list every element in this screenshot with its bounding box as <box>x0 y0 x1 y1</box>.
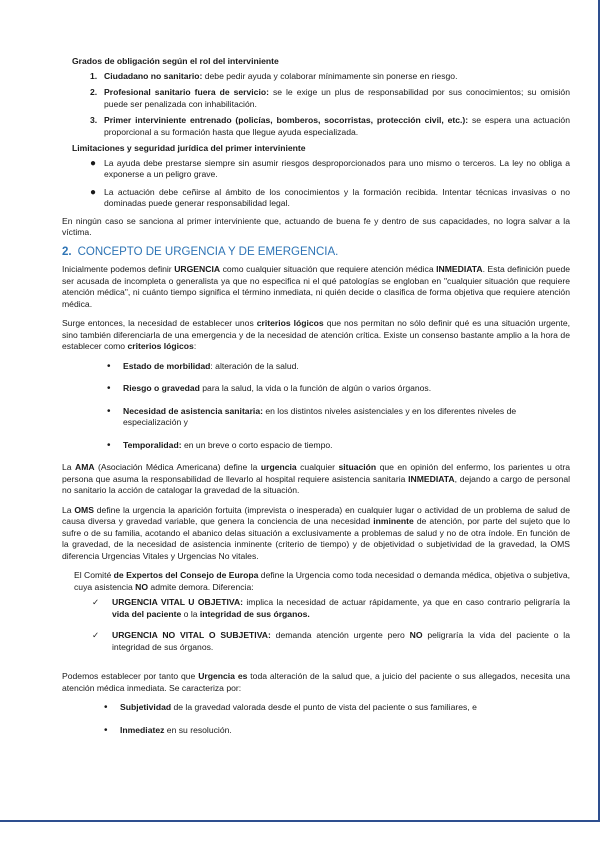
list-item: 2. Profesional sanitario fuera de servicio: se le exige un plus de responsabilidad por sus conocimientos; su omisión puede ser penalizada con inhabilitación. <box>90 87 570 109</box>
bullet-icon: • <box>107 360 111 372</box>
bullet-icon: • <box>107 383 111 394</box>
list-item: • Inmediatez en su resolución. <box>104 724 232 736</box>
checkmark-icon: ✓ <box>92 630 100 640</box>
limits-heading: Limitaciones y seguridad jurídica del primer interviniente <box>72 143 306 153</box>
paragraph-oms: La OMS define la urgencia la aparición fortuita (imprevista o inesperada) en cualquier lugar o actividad de un problema de salud de causa diversa y gravedad variable, que genera la conciencia de una necesidad inminente de atención, por parte del sujeto que lo sufre o de su familia, acotando el abanico delas situación a exclusivamente a problemas de salud y no de otra índole. En función de la gravedad, de la necesidad de asistencia inminente (criterio de tiempo) y de objetividad o subjetividad de la gravedad, la OMS diferencia Urgencias Vitales y Urgencias No vitales. <box>62 504 570 561</box>
bullet-icon: • <box>104 702 108 713</box>
obligation-list <box>62 71 570 139</box>
checkmark-icon: ✓ <box>92 597 100 607</box>
criteria-list <box>62 361 570 452</box>
list-item: • Estado de morbilidad: alteración de la salud. <box>107 360 299 372</box>
paragraph-ama: La AMA (Asociación Médica Americana) define la urgencia cualquier situación que en opinión del enfermo, los parientes u otra persona que asuma la responsabilidad de llevarlo al hospital requiere asistencia sanitaria INMEDIATA, dejando a cargo de personal no sanitario la acción de catalogar la gravedad de la situación. <box>62 462 571 495</box>
list-item: 1. Ciudadano no sanitario: debe pedir ayuda y colaborar mínimamente sin ponerse en riesgo. <box>90 70 458 81</box>
features-list <box>62 702 570 736</box>
list-item: • Subjetividad de la gravedad valorada desde el punto de vista del paciente o sus familiares, e <box>104 702 477 713</box>
document-body <box>62 56 570 747</box>
bullet-icon: • <box>107 405 111 417</box>
list-item: • Temporalidad: en un breve o corto espacio de tiempo. <box>107 439 333 451</box>
limits-note: En ningún caso se sanciona al primer interviniente que, actuando de buena fe y dentro de sus capacidades, no logra salvar a la víctima. <box>62 215 570 237</box>
bullet-icon: • <box>107 439 111 451</box>
paragraph-criteria-intro: Surge entonces, la necesidad de establecer unos criterios lógicos que nos permitan no sólo definir qué es una situación urgente, sino también diferenciarla de una emergencia y de la necesidad de atención crítica. Existe un consenso bastante amplio a la hora de establecer como criterios lógicos: <box>62 318 571 351</box>
paragraph-urgencia-definition: Inicialmente podemos definir URGENCIA como cualquier situación que requiere atención médica INMEDIATA. Esta definición puede ser acusada de incompleta o generalista ya que no especifica ni el qué patologías se engloban en "cualquier situación que requiere atención médica", ni cuánto tiempo significa el término inmediata, ni quién decide o clasifica de forma objetiva que requiere atención médica. <box>62 264 570 309</box>
bullet-icon: • <box>104 724 108 736</box>
urgency-types-list <box>62 597 570 653</box>
list-item: ● La ayuda debe prestarse siempre sin asumir riesgos desproporcionados para uno mismo o terceros. La ley no obliga a exponerse a un peligro grave. <box>90 157 570 179</box>
section-heading: 2. CONCEPTO DE URGENCIA Y DE EMERGENCIA. <box>62 245 339 258</box>
list-item: • Necesidad de asistencia sanitaria: en los distintos niveles asistenciales y en los diferentes niveles de especialización y <box>107 405 517 427</box>
paragraph-urgencia-conclusion: Podemos establecer por tanto que Urgencia es toda alteración de la salud que, a juicio del paciente o sus allegados, necesita una atención médica inmediata. Se caracteriza por: <box>62 671 570 693</box>
list-item: • Riesgo o gravedad para la salud, la vida o la función de algún o varios órganos. <box>107 383 432 394</box>
list-item: ✓ URGENCIA NO VITAL O SUBJETIVA: demanda atención urgente pero NO peligraría la vida del paciente o la integridad de sus órganos. <box>92 630 570 652</box>
list-item: ● La actuación debe ceñirse al ámbito de los conocimientos y la formación recibida. Intentar técnicas invasivas o no dominadas puede generar responsabilidad legal. <box>90 186 570 208</box>
paragraph-consejo-europa: El Comité de Expertos del Consejo de Europa define la Urgencia como toda necesidad o demanda médica, objetiva o subjetiva, cuya asistencia NO admite demora. Diferencia: <box>74 570 570 592</box>
obligation-heading: Grados de obligación según el rol del interviniente <box>72 56 279 66</box>
list-item: ✓ URGENCIA VITAL U OBJETIVA: implica la necesidad de actuar rápidamente, ya que en caso contrario peligraría la vida del paciente o la integridad de sus órganos. <box>92 597 570 619</box>
bullet-icon: ● <box>90 157 97 169</box>
bullet-icon: ● <box>90 186 97 198</box>
list-item: 3. Primer interviniente entrenado (policías, bomberos, socorristas, protección civil, etc.): se espera una actuación proporcional a su formación hasta que llegue ayuda especializada. <box>90 115 570 137</box>
limits-list <box>62 158 570 210</box>
